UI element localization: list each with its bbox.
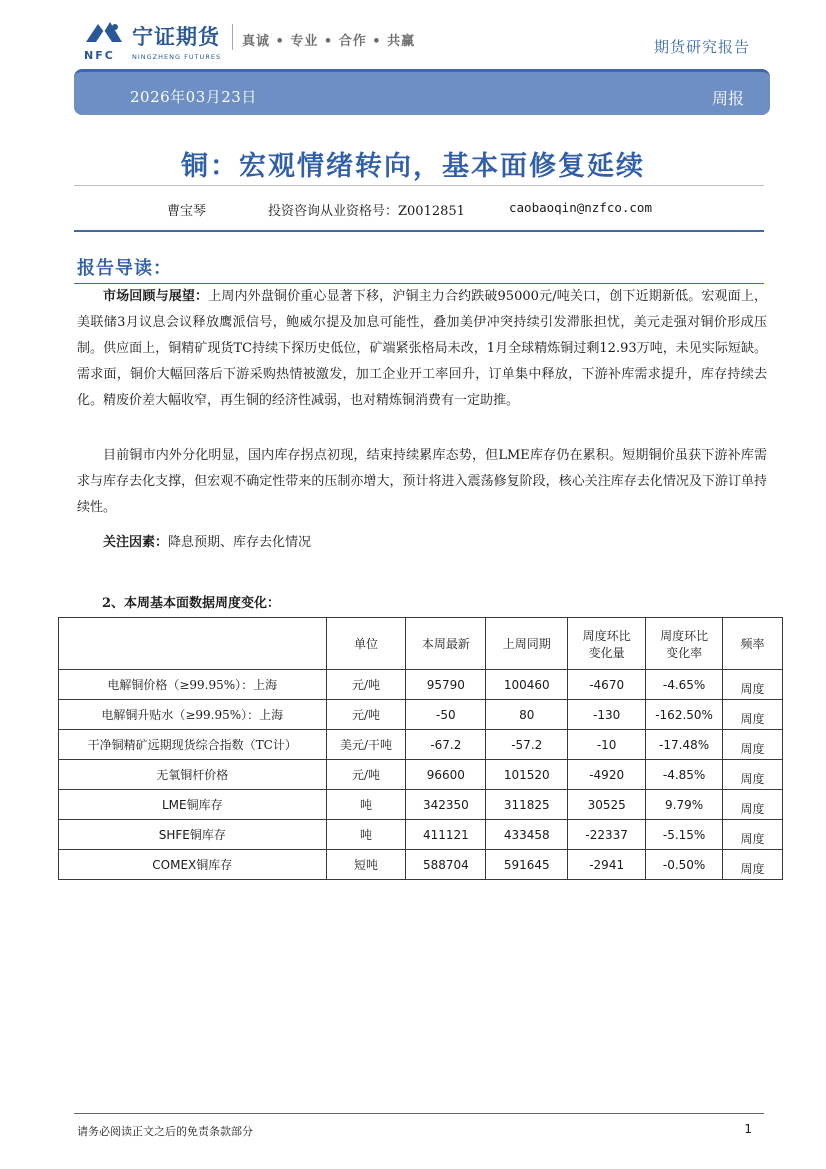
change-rate-cell: -4.65% <box>646 670 723 700</box>
header-cell <box>59 618 327 670</box>
previous-value-cell: 591645 <box>486 850 568 880</box>
logo-abbreviation: NFC <box>84 49 115 62</box>
unit-cell: 短吨 <box>326 850 406 880</box>
current-value-cell: -67.2 <box>406 730 486 760</box>
header-cell: 周度环比 变化量 <box>568 618 646 670</box>
table-row <box>59 850 783 880</box>
table-row <box>59 700 783 730</box>
frequency-cell: 周度 <box>723 760 783 790</box>
current-value-cell: 588704 <box>406 850 486 880</box>
previous-value-cell: 80 <box>486 700 568 730</box>
previous-value-cell: 433458 <box>486 820 568 850</box>
change-rate-cell: -17.48% <box>646 730 723 760</box>
unit-cell: 元/吨 <box>326 700 406 730</box>
current-value-cell: 95790 <box>406 670 486 700</box>
frequency-cell: 周度 <box>723 790 783 820</box>
focus-factors-lead: 关注因素： <box>103 535 169 550</box>
change-amount-cell: -2941 <box>568 850 646 880</box>
report-title: 铜：宏观情绪转向，基本面修复延续 <box>181 151 645 182</box>
frequency-cell: 周度 <box>723 670 783 700</box>
market-review-paragraph <box>77 284 767 414</box>
header-cell: 周度环比 变化率 <box>646 618 723 670</box>
header-cell: 单位 <box>326 618 406 670</box>
row-label: 电解铜价格（≥99.95%）：上海 <box>59 670 327 700</box>
current-value-cell: 411121 <box>406 820 486 850</box>
market-review-body: 上周内外盘铜价重心显著下移，沪铜主力合约跌破95000元/吨关口，创下近期新低。宏观面上，美联储3月议息会议释放鹰派信号，鲍威尔提及加息可能性，叠加美伊冲突持续引发滞胀担忧，美元走强对铜价形成压制。供应面上，铜精矿现货TC持续下探历史低位，矿端紧张格局未改，1月全球精炼铜过剩12.93万吨，未见实际短缺。需求面，铜价大幅回落后下游采购热情被激发，加工企业开工率回升，订单集中释放，下游补库需求提升，库存持续去化。精废价差大幅收窄，再生铜的经济性减弱，也对精炼铜消费有一定助推。 <box>77 289 767 408</box>
report-type-label: 期货研究报告 <box>653 38 750 56</box>
date-banner <box>74 69 770 115</box>
change-rate-cell: -5.15% <box>646 820 723 850</box>
company-logo[interactable] <box>82 18 242 62</box>
change-amount-cell: 30525 <box>568 790 646 820</box>
unit-cell: 美元/干吨 <box>326 730 406 760</box>
focus-factors-body: 降息预期、库存去化情况 <box>168 535 312 550</box>
author-license: 投资咨询从业资格号：Z0012851 <box>268 204 465 219</box>
unit-cell: 吨 <box>326 820 406 850</box>
current-value-cell: 96600 <box>406 760 486 790</box>
company-slogan: 真诚 • 专业 • 合作 • 共赢 <box>242 34 416 49</box>
unit-cell: 元/吨 <box>326 760 406 790</box>
logo-chinese-name: 宁证期货 <box>132 25 220 49</box>
previous-value-cell: 101520 <box>486 760 568 790</box>
fundamentals-table <box>58 617 783 880</box>
table-header-row <box>59 618 783 670</box>
section-heading: 报告导读： <box>77 258 172 279</box>
table-row <box>59 790 783 820</box>
title-divider <box>74 185 764 186</box>
previous-value-cell: 100460 <box>486 670 568 700</box>
author-divider <box>74 230 764 232</box>
nfc-logo-icon <box>82 18 126 48</box>
change-amount-cell: -4670 <box>568 670 646 700</box>
report-date: 2026年03月23日 <box>130 88 257 106</box>
table-row <box>59 670 783 700</box>
footer-disclaimer[interactable]: 请务必阅读正文之后的免责条款部分 <box>77 1125 253 1138</box>
change-amount-cell: -130 <box>568 700 646 730</box>
change-amount-cell: -10 <box>568 730 646 760</box>
change-rate-cell: -162.50% <box>646 700 723 730</box>
previous-value-cell: -57.2 <box>486 730 568 760</box>
author-email[interactable]: caobaoqin@nzfco.com <box>509 200 652 215</box>
author-name: 曹宝琴 <box>167 204 207 219</box>
table-row <box>59 760 783 790</box>
logo-divider <box>232 24 233 50</box>
previous-value-cell: 311825 <box>486 790 568 820</box>
unit-cell: 元/吨 <box>326 670 406 700</box>
current-value-cell: 342350 <box>406 790 486 820</box>
header-cell: 上周同期 <box>486 618 568 670</box>
change-rate-cell: -4.85% <box>646 760 723 790</box>
focus-factors-paragraph <box>77 530 767 556</box>
frequency-cell: 周度 <box>723 850 783 880</box>
logo-english-name: NINGZHENG FUTURES <box>132 53 222 61</box>
unit-cell: 吨 <box>326 790 406 820</box>
outlook-paragraph: 目前铜市内外分化明显，国内库存拐点初现，结束持续累库态势，但LME库存仍在累积。短期铜价虽获下游补库需求与库存去化支撑，但宏观不确定性带来的压制亦增大，预计将进入震荡修复阶段，核心关注库存去化情况及下游订单持续性。 <box>77 448 767 515</box>
change-rate-cell: 9.79% <box>646 790 723 820</box>
row-label: LME铜库存 <box>59 790 327 820</box>
row-label: 电解铜升贴水（≥99.95%）：上海 <box>59 700 327 730</box>
change-rate-cell: -0.50% <box>646 850 723 880</box>
row-label: 无氧铜杆价格 <box>59 760 327 790</box>
current-value-cell: -50 <box>406 700 486 730</box>
row-label: 干净铜精矿远期现货综合指数（TC计） <box>59 730 327 760</box>
change-amount-cell: -22337 <box>568 820 646 850</box>
market-review-lead: 市场回顾与展望： <box>103 289 209 304</box>
row-label: SHFE铜库存 <box>59 820 327 850</box>
frequency-cell: 周度 <box>723 730 783 760</box>
report-frequency: 周报 <box>711 89 744 108</box>
table-row <box>59 730 783 760</box>
header-cell: 频率 <box>723 618 783 670</box>
table-row <box>59 820 783 850</box>
frequency-cell: 周度 <box>723 700 783 730</box>
table-caption: 2、本周基本面数据周度变化： <box>102 596 281 611</box>
footer-divider <box>74 1113 764 1114</box>
frequency-cell: 周度 <box>723 820 783 850</box>
row-label: COMEX铜库存 <box>59 850 327 880</box>
page-number: 1 <box>744 1122 752 1136</box>
header-cell: 本周最新 <box>406 618 486 670</box>
change-amount-cell: -4920 <box>568 760 646 790</box>
page-header <box>0 0 826 70</box>
